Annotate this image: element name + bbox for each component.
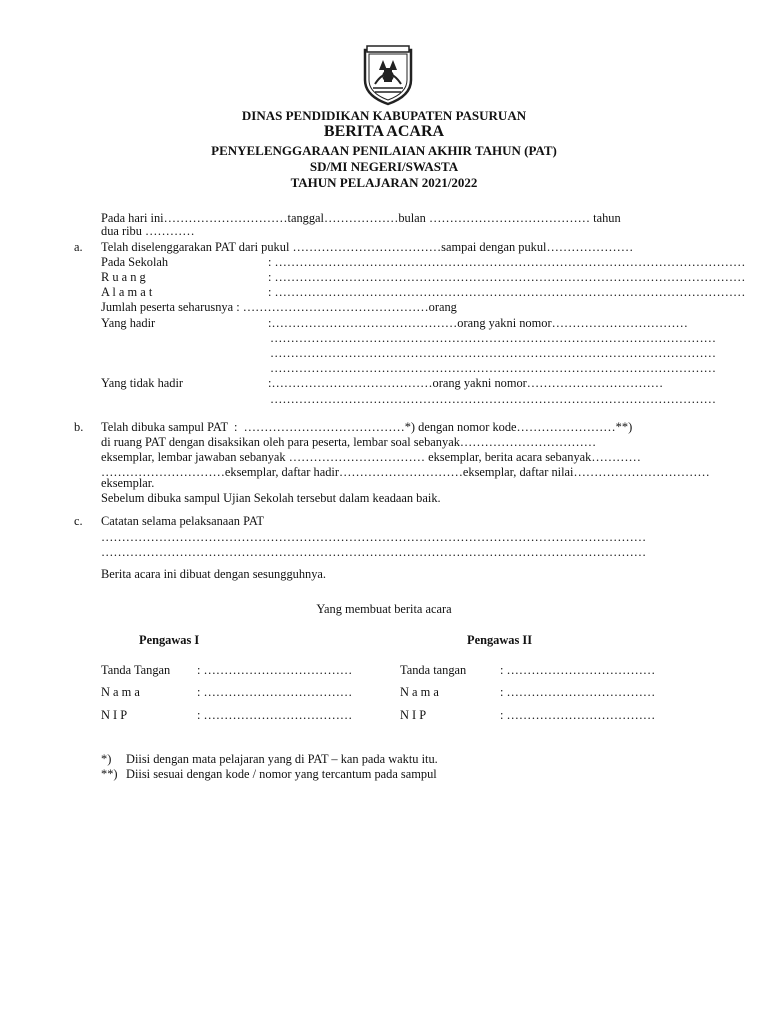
supervisor-1-title: Pengawas I [139,633,200,647]
notes-label: Catatan selama pelaksanaan PAT [101,514,264,528]
absent-continuation[interactable]: ……………………………………………………………………………………………… [270,392,717,406]
section-b-line-2: di ruang PAT dengan disaksikan oleh para peserta, lembar soal sebanyak…………………………… [101,435,597,449]
supervisor-1-signature-field[interactable]: : ……………………………… [197,663,353,677]
section-b-line-1: Telah dibuka sampul PAT : …………………………………*) dengan nomor kode……………………**) [101,420,633,434]
supervisor-2-nip-field[interactable]: : ……………………………… [500,708,656,722]
school-year: TAHUN PELAJARAN 2021/2022 [290,175,478,190]
footnote-1-text: Diisi dengan mata pelajaran yang di PAT – kan pada waktu itu. [126,752,438,766]
intro-year-line: dua ribu ………… [101,224,195,238]
school-type: SD/MI NEGERI/SWASTA [309,159,459,174]
supervisor-2-nip-label: N I P [400,708,427,722]
section-c-marker: c. [74,514,83,528]
document-subtitle: PENYELENGGARAAN PENILAIAN AKHIR TAHUN (PAT) [211,143,557,158]
section-b-line-4: …………………………eksemplar, daftar hadir…………………………eksemplar, daftar nilai…………………………… [101,465,710,479]
supervisor-2-signature-field[interactable]: : ……………………………… [500,663,656,677]
expected-participants-line: Jumlah peserta seharusnya : ………………………………………orang [101,300,457,314]
present-label: Yang hadir [101,316,156,330]
school-label: Pada Sekolah [101,255,169,269]
present-continuation-1[interactable]: ……………………………………………………………………………………………… [270,331,717,345]
section-a-time-line: Telah diselenggarakan PAT dari pukul ………………………………sampai dengan pukul………………… [101,240,634,254]
address-label: A l a m a t [101,285,153,299]
address-field[interactable]: : …………………………………………………………………………………………………… [268,285,746,299]
section-b-line-5: eksemplar. [101,476,155,490]
room-field[interactable]: : …………………………………………………………………………………………………… [268,270,746,284]
footnote-2-text: Diisi sesuai dengan kode / nomor yang tercantum pada sampul [126,767,437,781]
school-field[interactable]: : …………………………………………………………………………………………………… [268,255,746,269]
supervisor-1-name-label: N a m a [101,685,140,699]
closing-statement: Berita acara ini dibuat dengan sesungguhnya. [101,567,327,581]
supervisor-1-name-field[interactable]: : ……………………………… [197,685,353,699]
supervisor-1-signature-label: Tanda Tangan [101,663,171,677]
document-title: BERITA ACARA [323,123,445,140]
supervisor-2-name-field[interactable]: : ……………………………… [500,685,656,699]
supervisor-2-signature-label: Tanda tangan [400,663,467,677]
supervisor-2-name-label: N a m a [400,685,439,699]
present-continuation-3[interactable]: ……………………………………………………………………………………………… [270,361,717,375]
signatories-heading: Yang membuat berita acara [316,602,452,616]
supervisor-2-title: Pengawas II [467,633,533,647]
section-b-line-6: Sebelum dibuka sampul Ujian Sekolah tersebut dalam keadaan baik. [101,491,441,505]
absent-field[interactable]: :…………………………………orang yakni nomor…………………………… [268,376,664,390]
room-label: R u a n g [101,270,146,284]
footnote-2-marker: **) [101,767,118,781]
regency-emblem-logo [357,44,419,106]
notes-line-1[interactable]: …………………………………………………………………………………………………………………… [101,530,647,544]
supervisor-1-nip-label: N I P [101,708,128,722]
supervisor-1-nip-field[interactable]: : ……………………………… [197,708,353,722]
footnote-1-marker: *) [101,752,112,766]
notes-line-2[interactable]: …………………………………………………………………………………………………………………… [101,545,647,559]
section-a-marker: a. [74,240,83,254]
section-b-line-3: eksemplar, lembar jawaban sebanyak …………………………… eksemplar, berita acara sebanyak………… [101,450,641,464]
intro-date-line: Pada hari ini…………………………tanggal………………bulan ………………………………… tahun [101,211,621,225]
absent-label: Yang tidak hadir [101,376,184,390]
agency-name: DINAS PENDIDIKAN KABUPATEN PASURUAN [241,108,527,123]
present-continuation-2[interactable]: ……………………………………………………………………………………………… [270,346,717,360]
present-field[interactable]: :………………………………………orang yakni nomor…………………………… [268,316,688,330]
section-b-marker: b. [74,420,84,434]
